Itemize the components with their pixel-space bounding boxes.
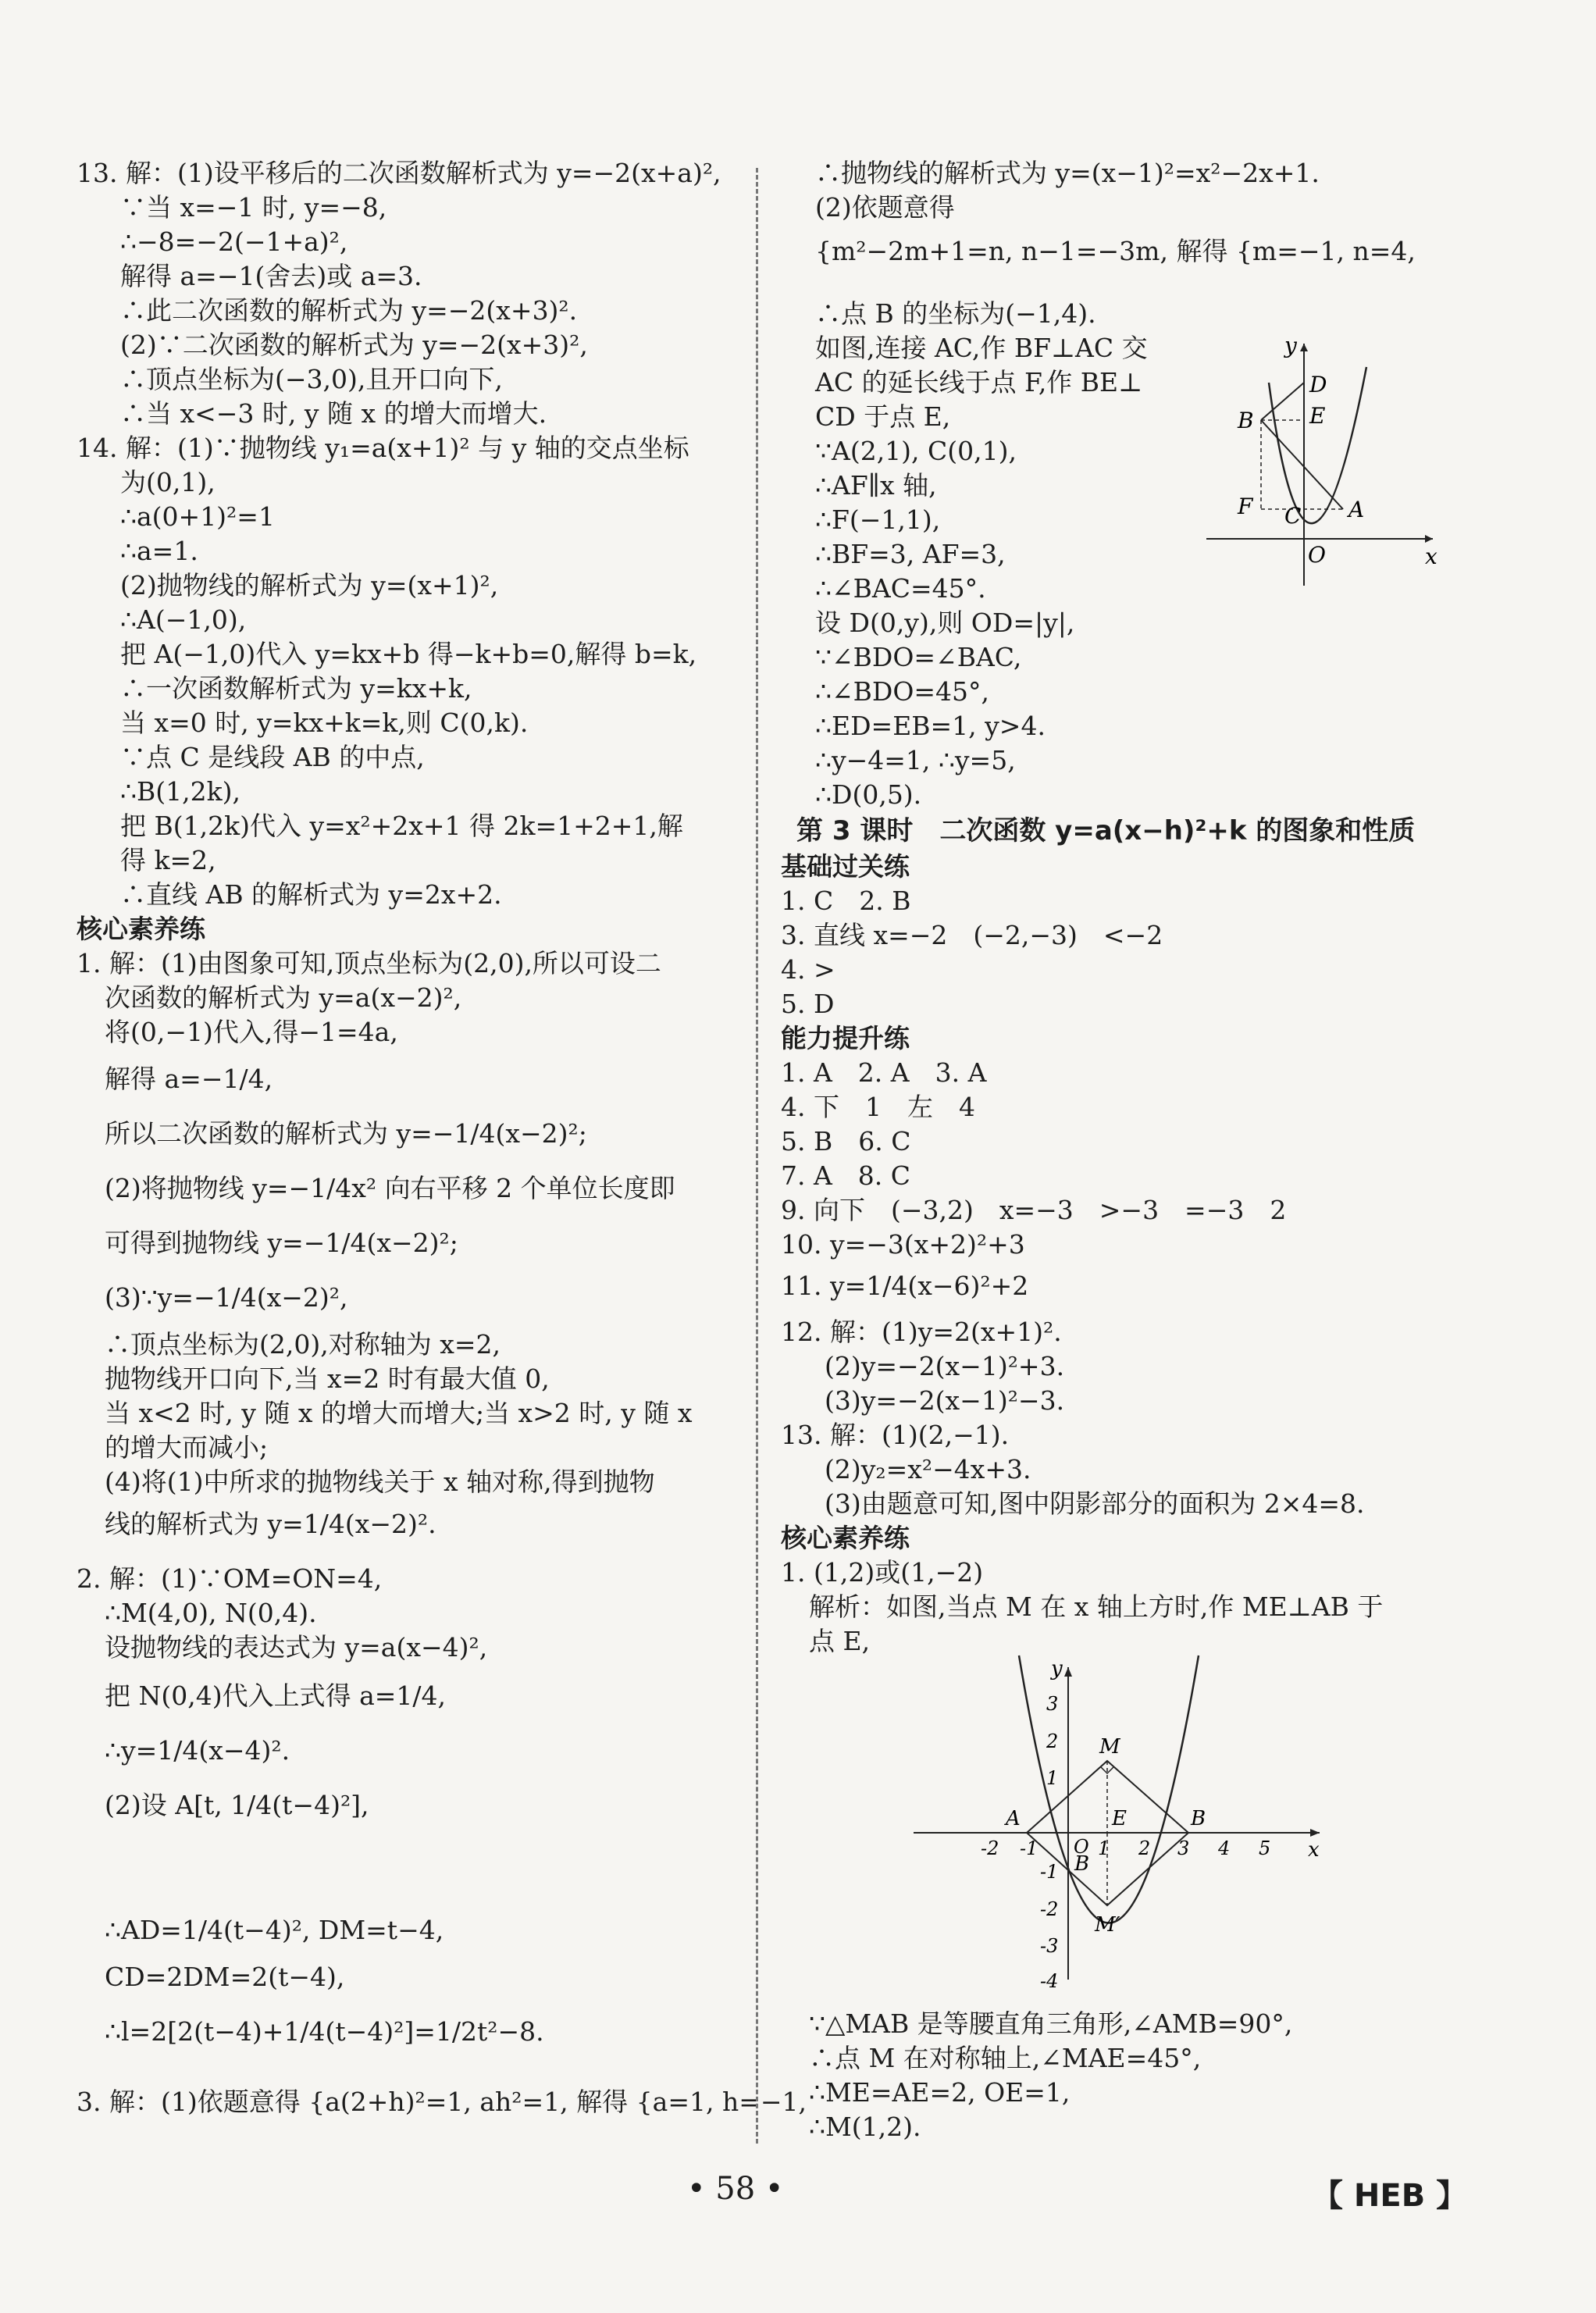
label-a: A (1348, 497, 1365, 522)
text-line: ∴B(1,2k), (120, 776, 240, 807)
text-line: 抛物线开口向下,当 x=2 时有最大值 0, (105, 1363, 550, 1394)
text-line: ∴顶点坐标为(2,0),对称轴为 x=2, (105, 1329, 501, 1360)
text-line: 的增大而减小; (105, 1432, 269, 1463)
text-line: ∵点 C 是线段 AB 的中点, (120, 742, 425, 772)
text-line: CD 于点 E, (815, 401, 951, 432)
text-line: ∴ME=AE=2, OE=1, (809, 2077, 1071, 2108)
text-line: 当 x<2 时, y 随 x 的增大而增大;当 x>2 时, y 随 x (105, 1398, 693, 1428)
answer-line: 13. 解：(1)(2,−1). (781, 1420, 1010, 1450)
lesson-title: 第 3 课时 二次函数 y=a(x−h)²+k 的图象和性质 (796, 815, 1416, 846)
text-line: (4)将(1)中所求的抛物线关于 x 轴对称,得到抛物 (105, 1467, 655, 1497)
answer-line: 5. B 6. C (781, 1126, 911, 1156)
text-line: 线的解析式为 y=1/4(x−2)². (105, 1509, 436, 1539)
text-line: 当 x=0 时, y=kx+k=k,则 C(0,k). (120, 707, 529, 738)
xtick-neg2: -2 (981, 1837, 999, 1859)
text-line: ∴l=2[2(t−4)+1/4(t−4)²]=1/2t²−8. (105, 2016, 544, 2047)
section-heading: 能力提升练 (781, 1023, 910, 1053)
ytick-neg4: -4 (1040, 1970, 1059, 1992)
text-line: (2)抛物线的解析式为 y=(x+1)², (120, 570, 499, 601)
text-line: 3. 解：(1)依题意得 {a(2+h)²=1, ah²=1, 解得 {a=1, h=−1, (77, 2087, 807, 2117)
answer-line: 10. y=−3(x+2)²+3 (781, 1229, 1025, 1260)
label-o: O (1074, 1836, 1089, 1858)
ytick-1: 1 (1046, 1767, 1059, 1789)
text-line: {m²−2m+1=n, n−1=−3m, 解得 {m=−1, n=4, (815, 236, 1416, 266)
text-line: 得 k=2, (120, 845, 216, 875)
text-line: ∵△MAB 是等腰直角三角形,∠AMB=90°, (809, 2008, 1293, 2039)
text-line: 解析：如图,当点 M 在 x 轴上方时,作 ME⊥AB 于 (809, 1591, 1384, 1622)
figure-parabola-mab (914, 1652, 1335, 1995)
answer-line: 7. A 8. C (781, 1160, 911, 1191)
label-d: D (1309, 372, 1327, 397)
text-line: ∴此二次函数的解析式为 y=−2(x+3)². (120, 295, 578, 326)
text-line: ∵∠BDO=∠BAC, (815, 642, 1022, 672)
column-divider (756, 168, 758, 2144)
text-line: ∴A(−1,0), (120, 604, 247, 635)
text-line: ∴ED=EB=1, y>4. (815, 711, 1046, 741)
label-e: E (1309, 403, 1326, 429)
label-x: x (1425, 544, 1437, 569)
ytick-3: 3 (1046, 1693, 1059, 1715)
text-line: ∴y=1/4(x−4)². (105, 1735, 290, 1766)
text-line: 设抛物线的表达式为 y=a(x−4)², (105, 1632, 488, 1663)
text-line: 如图,连接 AC,作 BF⊥AC 交 (815, 333, 1148, 363)
text-line: (2)依题意得 (815, 192, 955, 223)
text-line: 1. 解：(1)由图象可知,顶点坐标为(2,0),所以可设二 (77, 948, 661, 978)
text-line: 可得到抛物线 y=−1/4(x−2)²; (105, 1228, 458, 1258)
text-line: ∴D(0,5). (815, 779, 922, 810)
figure-parabola-bac (1206, 336, 1441, 593)
text-line: ∴M(1,2). (809, 2112, 921, 2142)
ytick-neg3: -3 (1040, 1935, 1059, 1957)
section-heading: 核心素养练 (781, 1523, 910, 1553)
label-a: A (1006, 1807, 1021, 1830)
label-b-lower: B (1074, 1852, 1090, 1876)
text-line: 次函数的解析式为 y=a(x−2)², (105, 982, 462, 1013)
answer-line: (2)y₂=x²−4x+3. (825, 1454, 1031, 1484)
label-o: O (1308, 542, 1326, 568)
text-line: ∴点 M 在对称轴上,∠MAE=45°, (809, 2043, 1202, 2073)
text-line: ∴∠BAC=45°. (815, 573, 986, 604)
text-line: (3)∵y=−1/4(x−2)², (105, 1282, 348, 1313)
label-c: C (1284, 503, 1302, 529)
answer-line: 1. C 2. B (781, 886, 911, 916)
answer-line: (3)y=−2(x−1)²−3. (825, 1385, 1065, 1416)
text-line: 2. 解：(1)∵OM=ON=4, (77, 1563, 383, 1594)
text-line: ∴F(−1,1), (815, 504, 941, 535)
text-line: ∴点 B 的坐标为(−1,4). (815, 298, 1096, 329)
text-line: 把 B(1,2k)代入 y=x²+2x+1 得 2k=1+2+1,解 (120, 811, 683, 841)
text-line: 把 N(0,4)代入上式得 a=1/4, (105, 1680, 447, 1711)
text-line: ∵当 x=−1 时, y=−8, (120, 192, 387, 223)
section-heading: 基础过关练 (781, 851, 910, 882)
text-line: ∴BF=3, AF=3, (815, 539, 1006, 569)
text-line: 解得 a=−1/4, (105, 1064, 273, 1094)
text-line: (2)∵二次函数的解析式为 y=−2(x+3)², (120, 330, 588, 360)
text-line: AC 的延长线于点 F,作 BE⊥ (815, 367, 1143, 397)
answer-line: 1. (1,2)或(1,−2) (781, 1557, 984, 1588)
text-line: 点 E, (809, 1626, 871, 1656)
text-line: (2)设 A[t, 1/4(t−4)²], (105, 1790, 369, 1820)
xtick-4: 4 (1218, 1837, 1231, 1859)
text-line: ∴AF∥x 轴, (815, 470, 937, 501)
segment-bd (1261, 383, 1304, 420)
xtick-2: 2 (1138, 1837, 1151, 1859)
text-line: 解得 a=−1(舍去)或 a=3. (120, 261, 422, 291)
label-b: B (1191, 1807, 1206, 1830)
text-line: CD=2DM=2(t−4), (105, 1962, 345, 1992)
xtick-3: 3 (1177, 1837, 1190, 1859)
text-line: 为(0,1), (120, 467, 216, 497)
label-y: y (1051, 1657, 1063, 1680)
ytick-neg2: -2 (1040, 1898, 1059, 1920)
text-line: 所以二次函数的解析式为 y=−1/4(x−2)²; (105, 1118, 587, 1149)
text-line: ∴∠BDO=45°, (815, 676, 990, 707)
label-m-prime: M′ (1095, 1913, 1120, 1937)
text-line: ∴a=1. (120, 536, 198, 566)
label-x: x (1308, 1838, 1320, 1862)
text-line: ∴当 x<−3 时, y 随 x 的增大而增大. (120, 398, 547, 429)
label-b: B (1238, 408, 1254, 433)
xtick-neg1: -1 (1020, 1837, 1038, 1859)
answer-line: 11. y=1/4(x−6)²+2 (781, 1271, 1029, 1301)
text-line: ∴a(0+1)²=1 (120, 501, 275, 532)
label-m: M (1099, 1735, 1120, 1759)
xtick-1: 1 (1098, 1837, 1110, 1859)
text-line: ∴直线 AB 的解析式为 y=2x+2. (120, 879, 502, 910)
label-f: F (1238, 494, 1253, 519)
label-y: y (1284, 336, 1297, 358)
text-line: ∴y−4=1, ∴y=5, (815, 745, 1016, 775)
ytick-2: 2 (1046, 1730, 1059, 1752)
answer-line: 12. 解：(1)y=2(x+1)². (781, 1317, 1062, 1347)
answer-line: (2)y=−2(x−1)²+3. (825, 1351, 1065, 1381)
answer-line: 4. 下 1 左 4 (781, 1092, 975, 1122)
text-line: ∴一次函数解析式为 y=kx+k, (120, 673, 472, 704)
text-line: ∴顶点坐标为(−3,0),且开口向下, (120, 364, 503, 394)
text-line: 把 A(−1,0)代入 y=kx+b 得−k+b=0,解得 b=k, (120, 639, 697, 669)
text-line: ∵A(2,1), C(0,1), (815, 436, 1017, 466)
ytick-neg1: -1 (1040, 1861, 1059, 1883)
page-number: • 58 • (687, 2171, 784, 2207)
text-line: ∴−8=−2(−1+a)², (120, 226, 348, 257)
answer-line: 4. > (781, 954, 835, 985)
text-line: ∴AD=1/4(t−4)², DM=t−4, (105, 1915, 444, 1945)
text-line: 14. 解：(1)∵抛物线 y₁=a(x+1)² 与 y 轴的交点坐标 (77, 433, 689, 463)
text-line: (2)将抛物线 y=−1/4x² 向右平移 2 个单位长度即 (105, 1173, 675, 1203)
text-line: 设 D(0,y),则 OD=|y|, (815, 608, 1075, 638)
label-e: E (1112, 1807, 1127, 1830)
text-line: 13. 解：(1)设平移后的二次函数解析式为 y=−2(x+a)², (77, 158, 721, 188)
answer-line: 3. 直线 x=−2 (−2,−3) <−2 (781, 920, 1163, 950)
answer-line: 9. 向下 (−3,2) x=−3 >−3 =−3 2 (781, 1195, 1287, 1225)
text-line: 将(0,−1)代入,得−1=4a, (105, 1017, 398, 1047)
text-line: ∴抛物线的解析式为 y=(x−1)²=x²−2x+1. (815, 158, 1320, 188)
segment-ba (1261, 420, 1343, 509)
answer-line: 5. D (781, 989, 835, 1019)
answer-line: (3)由题意可知,图中阴影部分的面积为 2×4=8. (825, 1488, 1365, 1519)
xtick-5: 5 (1259, 1837, 1271, 1859)
publisher-mark: 【 HEB 】 (1312, 2178, 1468, 2214)
text-line: ∴M(4,0), N(0,4). (105, 1598, 317, 1628)
answer-line: 1. A 2. A 3. A (781, 1057, 987, 1088)
section-heading: 核心素养练 (77, 914, 205, 944)
